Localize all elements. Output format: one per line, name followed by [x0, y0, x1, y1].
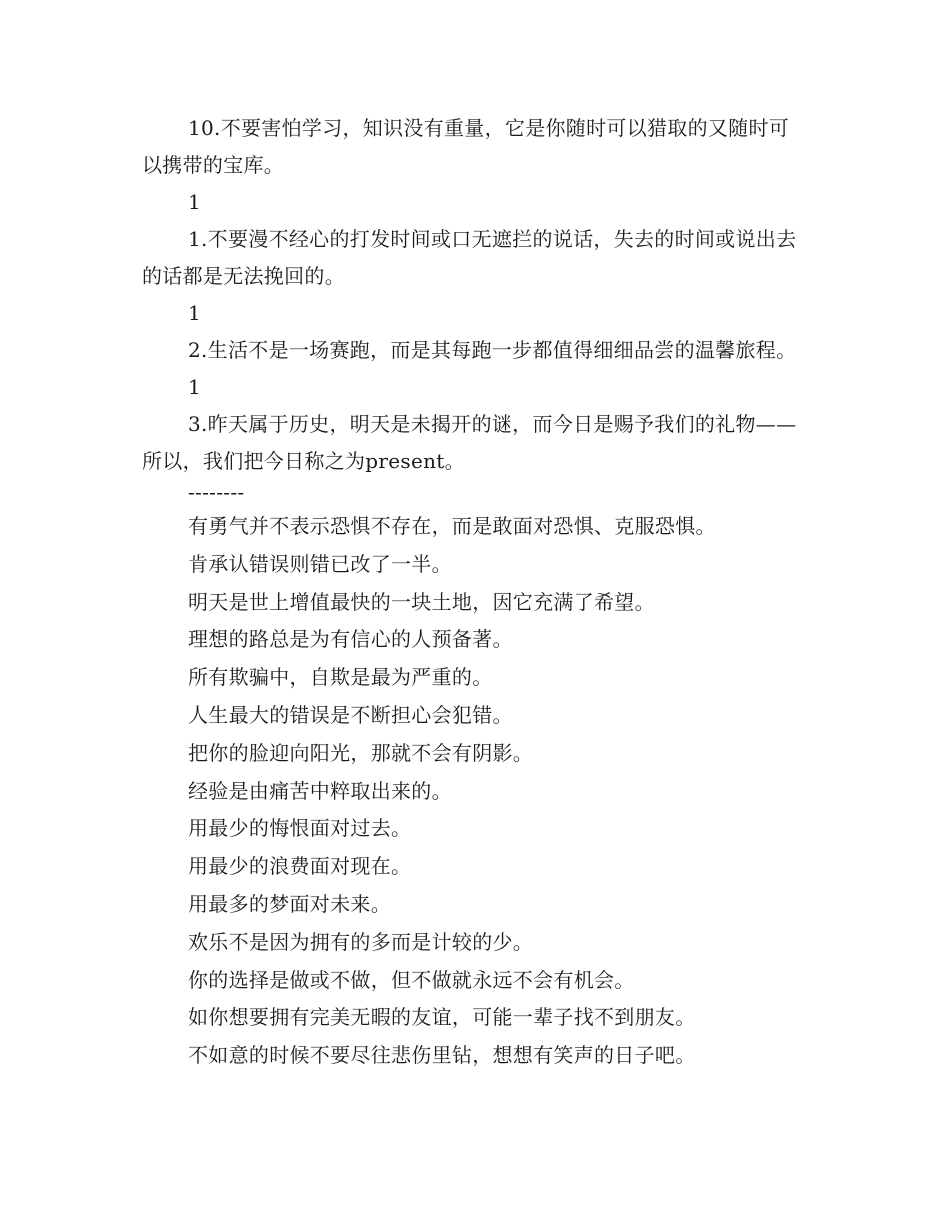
- paragraph-12: 2.生活不是一场赛跑，而是其每跑一步都值得细细品尝的温馨旅程。: [188, 338, 797, 362]
- quote-item: 把你的脸迎向阳光，那就不会有阴影。: [188, 740, 534, 765]
- quote-item: 肯承认错误则错已改了一半。: [188, 551, 452, 576]
- quote-item: 用最少的悔恨面对过去。: [188, 816, 412, 841]
- quote-item: 所有欺骗中，自欺是最为严重的。: [188, 665, 493, 690]
- quote-item: 不如意的时候不要尽往悲伤里钻，想想有笑声的日子吧。: [188, 1043, 696, 1068]
- paragraph-10: 10.不要害怕学习，知识没有重量，它是你随时可以猎取的又随时可以携带的宝库。: [142, 116, 790, 177]
- quote-item: 用最多的梦面对未来。: [188, 891, 391, 916]
- paragraph-13: 3.昨天属于历史，明天是未揭开的谜，而今日是赐予我们的礼物——所以，我们把今日称之为present。: [142, 412, 797, 473]
- quote-item: 用最少的浪费面对现在。: [188, 854, 412, 879]
- section-divider: --------: [188, 480, 245, 504]
- quote-item: 如你想要拥有完美无暇的友谊，可能一辈子找不到朋友。: [188, 1005, 696, 1030]
- quote-item: 你的选择是做或不做，但不做就永远不会有机会。: [188, 967, 635, 992]
- quote-item: 明天是世上增值最快的一块土地，因它充满了希望。: [188, 589, 655, 614]
- number-line: 1: [188, 190, 202, 214]
- number-line: 1: [188, 375, 202, 399]
- quote-item: 理想的路总是为有信心的人预备著。: [188, 627, 513, 652]
- document-body: [142, 110, 808, 1075]
- number-line: 1: [188, 301, 202, 325]
- quote-list: [142, 508, 808, 1075]
- quote-item: 人生最大的错误是不断担心会犯错。: [188, 702, 513, 727]
- quote-item: 经验是由痛苦中粹取出来的。: [188, 778, 452, 803]
- quote-item: 有勇气并不表示恐惧不存在，而是敢面对恐惧、克服恐惧。: [188, 514, 716, 538]
- paragraph-11: 1.不要漫不经心的打发时间或口无遮拦的说话，失去的时间或说出去的话都是无法挽回的。: [142, 227, 797, 288]
- quote-item: 欢乐不是因为拥有的多而是计较的少。: [188, 929, 534, 954]
